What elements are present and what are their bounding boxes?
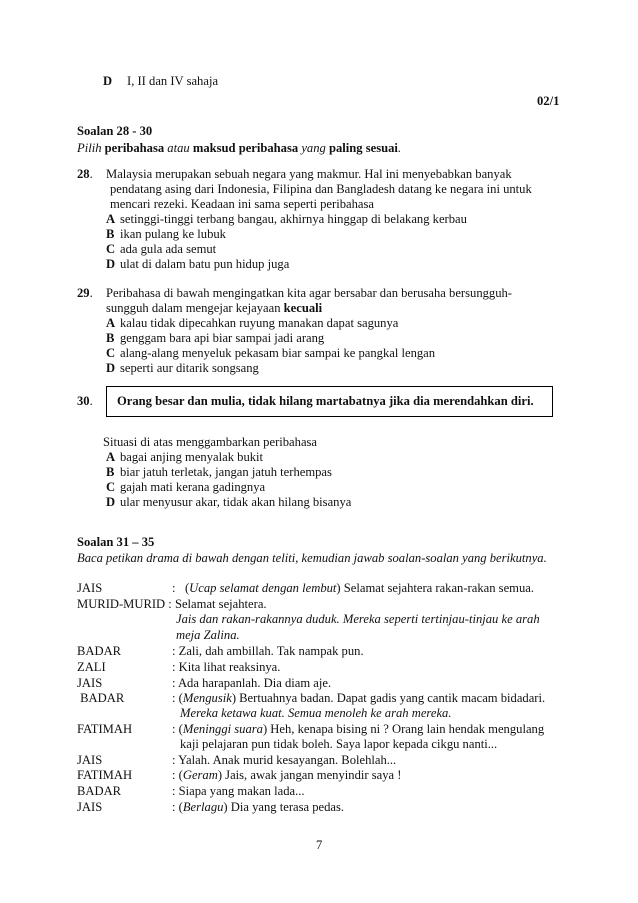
dialogue-line: : Ada harapanlah. Dia diam aje. [172, 676, 332, 690]
option-letter: D [106, 361, 116, 375]
question-stem-line: pendatang asing dari Indonesia, Filipina dan Bangladesh datang ke negara ini untuk [110, 182, 532, 196]
dialogue-line: : (Berlagu) Dia yang terasa pedas. [172, 800, 345, 814]
section-instruction: Baca petikan drama di bawah dengan teliti, kemudian jawab soalan-soalan yang berikutnya. [77, 551, 547, 565]
dialogue-line: : (Mengusik) Bertuahnya badan. Dapat gadis yang cantik macam bidadari. [172, 691, 546, 705]
option-text: ikan pulang ke lubuk [120, 227, 226, 241]
question-stem-line: mencari rezeki. Keadaan ini sama seperti peribahasa [110, 197, 374, 211]
option-text: biar jatuh terletak, jangan jatuh terhempas [120, 465, 332, 479]
page-number: 7 [316, 838, 323, 852]
option-text: bagai anjing menyalak bukit [120, 450, 264, 464]
option-d-letter: D [103, 74, 113, 88]
speaker-name: JAIS [77, 800, 103, 814]
dialogue-line: : Siapa yang makan lada... [172, 784, 305, 798]
dialogue-line: : Zali, dah ambillah. Tak nampak pun. [172, 644, 364, 658]
option-letter: D [106, 257, 116, 271]
dialogue-line: kaji pelajaran pun tidak boleh. Saya lapor kepada cikgu nanti... [180, 737, 498, 751]
option-text: setinggi-tinggi terbang bangau, akhirnya hinggap di belakang kerbau [120, 212, 467, 226]
option-letter: C [106, 242, 116, 256]
option-text: ulat di dalam batu pun hidup juga [120, 257, 290, 271]
question-number: 28. [77, 167, 93, 181]
option-letter: A [106, 316, 116, 330]
option-text: genggam bara api biar sampai jadi arang [120, 331, 325, 345]
speaker-name: BADAR [77, 691, 125, 705]
dialogue-line: : (Meninggi suara) Heh, kenapa bising ni ? Orang lain hendak mengulang [172, 722, 545, 736]
stage-direction: Jais dan rakan-rakannya duduk. Mereka seperti tertinjau-tinjau ke arah [176, 612, 540, 626]
option-text: seperti aur ditarik songsang [120, 361, 259, 375]
section-heading-28-30: Soalan 28 - 30 [77, 124, 153, 138]
question-number: 30. [77, 394, 93, 408]
proverb-box [106, 386, 553, 417]
option-letter: A [106, 212, 116, 226]
speaker-name: ZALI [77, 660, 106, 674]
question-number: 29. [77, 286, 93, 300]
option-letter: B [106, 331, 115, 345]
option-letter: C [106, 480, 116, 494]
option-text: ular menyusur akar, tidak akan hilang bisanya [120, 495, 352, 509]
speaker-name: JAIS [77, 753, 103, 767]
option-text: gajah mati kerana gadingnya [120, 480, 266, 494]
option-text: ada gula ada semut [120, 242, 217, 256]
option-letter: B [106, 227, 115, 241]
stage-direction: Mereka ketawa kuat. Semua menoleh ke arah mereka. [180, 706, 452, 720]
question-stem-line: sungguh dalam mengejar kejayaan kecuali [106, 301, 323, 315]
speaker-name: MURID-MURID : [77, 597, 172, 611]
dialogue-line: : Kita lihat reaksinya. [172, 660, 281, 674]
dialogue-line: : (Ucap selamat dengan lembut) Selamat sejahtera rakan-rakan semua. [172, 581, 534, 595]
option-text: kalau tidak dipecahkan ruyung manakan dapat sagunya [120, 316, 399, 330]
speaker-name: FATIMAH [77, 768, 133, 782]
speaker-name: BADAR [77, 784, 122, 798]
option-text: alang-alang menyeluk pekasam biar sampai ke pangkal lengan [120, 346, 436, 360]
stage-direction: meja Zalina. [176, 628, 240, 642]
dialogue-line: MURID-MURID : Selamat sejahtera. [77, 597, 267, 611]
option-letter: D [106, 495, 116, 509]
dialogue-line: : Yalah. Anak murid kesayangan. Bolehlah... [172, 753, 397, 767]
dialogue-line: : (Geram) Jais, awak jangan menyindir saya ! [172, 768, 402, 782]
section-heading-31-35: Soalan 31 – 35 [77, 535, 155, 549]
proverb-box-text: Orang besar dan mulia, tidak hilang martabatnya jika dia merendahkan diri. [117, 394, 534, 408]
section-instruction: Pilih peribahasa atau maksud peribahasa yang paling sesuai. [77, 141, 402, 155]
option-letter: B [106, 465, 115, 479]
speaker-name: JAIS [77, 581, 103, 595]
option-d-text: I, II dan IV sahaja [127, 74, 219, 88]
question-stem-line: Malaysia merupakan sebuah negara yang makmur. Hal ini menyebabkan banyak [106, 167, 512, 181]
speaker-name: FATIMAH [77, 722, 133, 736]
speaker-name: JAIS [77, 676, 103, 690]
page-code: 02/1 [537, 94, 560, 108]
speaker-name: BADAR [77, 644, 122, 658]
question-stem-line: Peribahasa di bawah mengingatkan kita agar bersabar dan berusaha bersungguh- [106, 286, 512, 300]
option-letter: A [106, 450, 116, 464]
option-letter: C [106, 346, 116, 360]
question-stem-line: Situasi di atas menggambarkan peribahasa [103, 435, 318, 449]
